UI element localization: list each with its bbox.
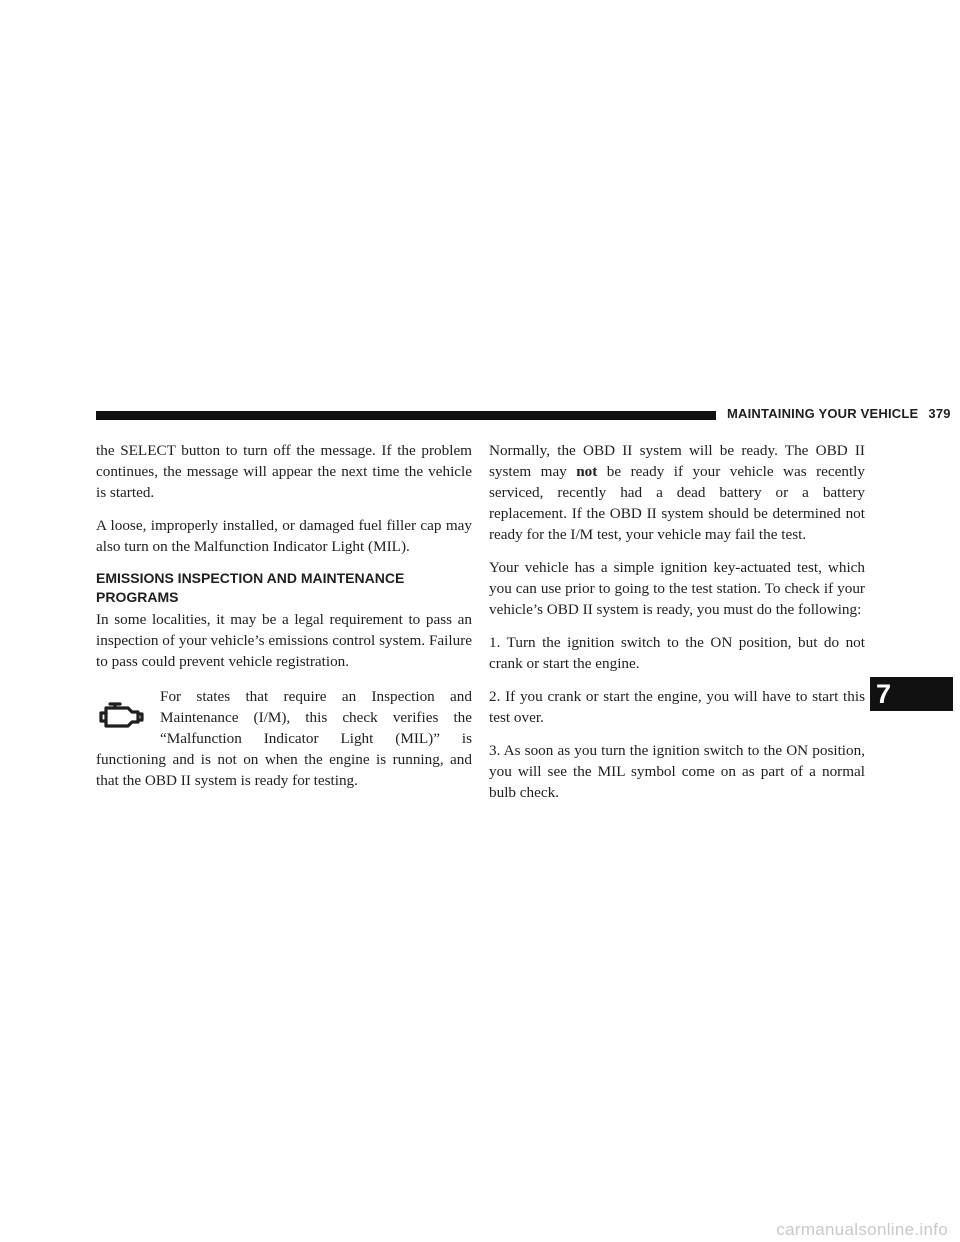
page-number: 379: [928, 406, 951, 421]
paragraph: In some localities, it may be a legal requirement to pass an inspection of your vehicle’s emissions control system. Failure to pass could prevent vehicle registration.: [96, 611, 472, 670]
numbered-step: 1. Turn the ignition switch to the ON position, but do not crank or start the engine.: [489, 634, 865, 672]
numbered-step: 3. As soon as you turn the ignition switch to the ON position, you will see the MIL symbol come on as part of a normal bulb check.: [489, 742, 865, 801]
mil-text: For states that require an Inspection and Maintenance (I/M), this check verifies the “Malfunction Indicator Light (MIL)” is functioning and is not on when the engine is running, and that the OBD II system is ready for testing.: [96, 688, 472, 789]
numbered-step: 2. If you crank or start the engine, you will have to start this test over.: [489, 688, 865, 726]
running-header: [727, 406, 951, 421]
text-run: be ready if your vehicle was recently serviced, recently had a dead battery or a battery replacement. If the OBD II system should be determined not ready for the I/M test, your vehicle may fail the test.: [489, 463, 865, 543]
header-rule: [96, 411, 716, 420]
check-engine-icon: [98, 698, 144, 732]
section-heading: EMISSIONS INSPECTION AND MAINTENANCE PROGRAMS: [96, 570, 405, 605]
chapter-number: 7: [876, 679, 892, 709]
paragraph: [489, 440, 865, 545]
bold-text: not: [576, 463, 598, 480]
text-run: Normally, the OBD II system will be ready. The OBD II system may: [489, 442, 865, 480]
left-column: [96, 440, 472, 791]
chapter-tab: [870, 677, 953, 711]
paragraph: the SELECT button to turn off the message. If the problem continues, the message will appear the next time the vehicle is started.: [96, 442, 472, 501]
paragraph: Your vehicle has a simple ignition key-actuated test, which you can use prior to going to the test station. To check if your vehicle’s OBD II system is ready, you must do the following:: [489, 559, 865, 618]
section-title: MAINTAINING YOUR VEHICLE: [727, 406, 919, 421]
paragraph: A loose, improperly installed, or damaged fuel filler cap may also turn on the Malfunction Indicator Light (MIL).: [96, 517, 472, 555]
watermark: carmanualsonline.info: [776, 1220, 948, 1239]
mil-note: [96, 686, 472, 791]
right-column: [489, 440, 865, 815]
